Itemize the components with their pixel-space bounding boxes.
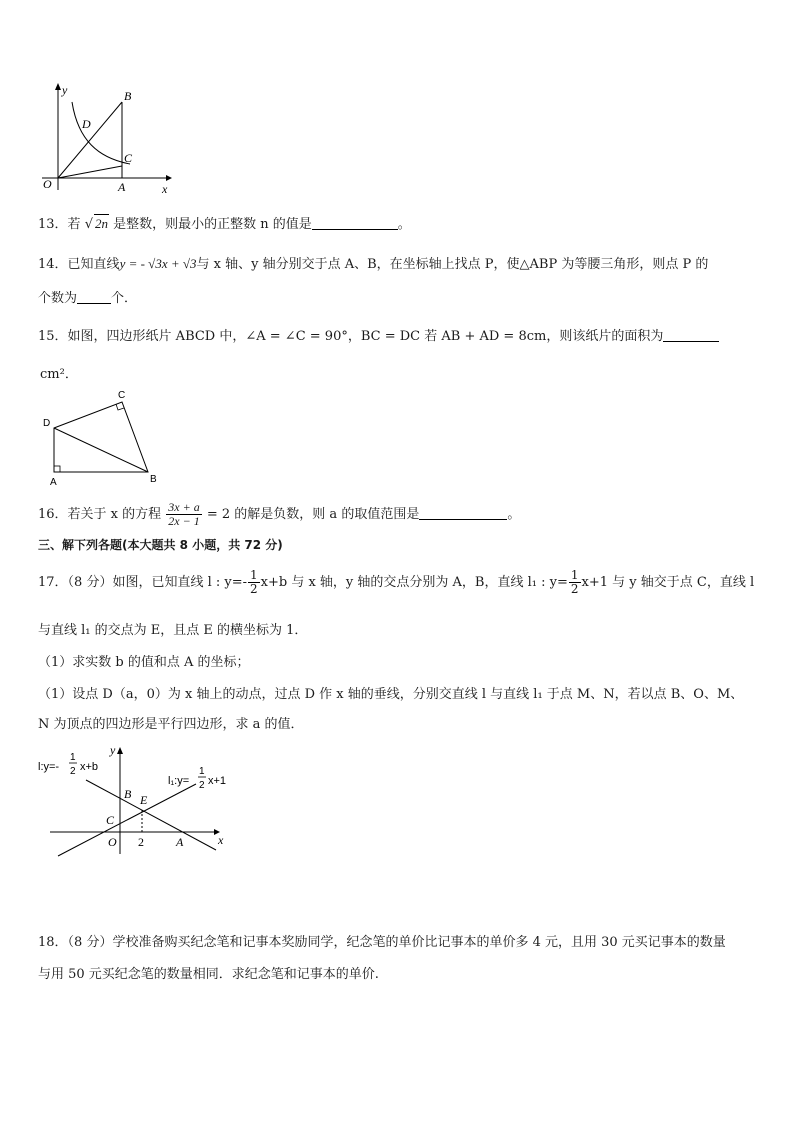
answer-blank[interactable]	[419, 507, 507, 520]
graph-figure-q12	[38, 80, 178, 200]
question-17	[38, 568, 754, 598]
label-y: y	[110, 744, 116, 757]
question-17-part-2: （1）设点 D（a，0）为 x 轴上的动点，过点 D 作 x 轴的垂线，分别交直线 l 与直线 l₁ 于点 M、N，若以点 B、O、M、	[38, 687, 744, 702]
label-o: O	[108, 835, 117, 849]
label-o: O	[43, 177, 52, 191]
hyperbola-curve	[72, 102, 130, 164]
quadrilateral-abcd	[54, 402, 148, 472]
question-number: 14．	[38, 257, 68, 272]
label-a: A	[50, 477, 57, 486]
q14-text-2: 与 x 轴、y 轴分别交于点 A、B，在坐标轴上找点 P，使△ABP 为等腰三角形，则点 P 的	[196, 257, 709, 272]
q15-text-1: 如图，四边形纸片 ABCD 中，∠A = ∠C = 90°，BC = DC 若 AB + AD = 8cm，则该纸片的面积为	[67, 329, 664, 344]
fraction-denominator: 2	[570, 582, 579, 596]
label-l1-equation-a: l₁:y=	[168, 775, 190, 787]
label-l-fraction-den: 2	[70, 766, 76, 777]
label-d: D	[82, 117, 91, 131]
question-17-line-2: 与直线 l₁ 的交点为 E，且点 E 的横坐标为 1．	[38, 623, 308, 638]
question-number: 15．	[38, 329, 68, 344]
q16-text-2: = 2 的解是负数，则 a 的取值范围是	[206, 507, 420, 522]
label-l-fraction-num: 1	[70, 752, 76, 763]
question-number: 13．	[38, 217, 68, 232]
section-heading: 三、解下列各题(本大题共 8 小题，共 72 分)	[38, 538, 283, 552]
question-17-part-1: （1）求实数 b 的值和点 A 的坐标；	[38, 655, 250, 670]
q13-text-1: 若	[67, 217, 81, 232]
q14-equation: y = - √3x + √3	[119, 256, 197, 271]
label-a: A	[176, 835, 184, 849]
label-c: C	[106, 813, 115, 827]
q16-end: 。	[507, 507, 521, 522]
q16-text-1: 若关于 x 的方程	[67, 507, 162, 522]
fraction-numerator: 3x + a	[168, 500, 200, 514]
right-angle-mark-a	[54, 466, 60, 472]
question-13	[38, 214, 411, 234]
q17-text-3: x+1 与 y 轴交于点 C，直线 l	[581, 575, 755, 590]
question-number: 18．	[38, 935, 68, 950]
label-x: x	[162, 182, 168, 196]
q14-text-4: 个．	[111, 291, 138, 306]
q17-fraction-2	[569, 569, 581, 596]
label-l-equation-b: x+b	[80, 761, 99, 773]
x-axis-arrow	[166, 175, 172, 181]
q13-radicand: 2n	[95, 216, 108, 231]
question-14-line-2	[38, 290, 137, 308]
label-l1-equation-b: x+1	[208, 775, 227, 787]
sqrt-sign: √	[84, 217, 93, 232]
question-14	[38, 255, 708, 274]
q15-unit-end: ．	[64, 367, 78, 382]
segment-oc	[58, 166, 122, 178]
q14-text-3: 个数为	[38, 291, 78, 306]
answer-blank[interactable]	[77, 291, 111, 304]
answer-blank[interactable]	[663, 329, 719, 342]
question-18	[38, 934, 726, 952]
line-graph-figure-q17	[36, 744, 266, 862]
question-number: 17．	[38, 575, 68, 590]
q13-text-2: 是整数，则最小的正整数 n 的值是	[113, 217, 312, 232]
label-b: B	[124, 89, 132, 103]
question-number: 16．	[38, 507, 68, 522]
q17-fraction-1	[248, 569, 260, 596]
label-b: B	[150, 474, 157, 485]
quadrilateral-figure-q15	[38, 390, 168, 486]
label-d: D	[43, 418, 51, 429]
q14-text-1: 已知直线	[67, 257, 120, 272]
fraction-denominator: 2x − 1	[168, 514, 200, 528]
question-15-unit	[40, 366, 78, 384]
q13-end: 。	[397, 217, 411, 232]
label-e: E	[140, 793, 148, 807]
q17-text-2: x+b 与 x 轴，y 轴的交点分别为 A，B，直线 l₁ : y=	[260, 575, 568, 590]
tick-label-2: 2	[138, 835, 144, 849]
label-l1-fraction-den: 2	[199, 780, 205, 791]
label-l1-fraction-num: 1	[199, 766, 205, 777]
label-c: C	[118, 390, 126, 401]
answer-blank[interactable]	[312, 217, 398, 230]
label-x: x	[218, 833, 224, 847]
q18-text-1: （8 分）学校准备购买纪念笔和记事本奖励同学，纪念笔的单价比记事本的单价多 4 元，且用 30 元买记事本的数量	[67, 935, 726, 950]
q17-text-1: （8 分）如图，已知直线 l : y=-	[67, 575, 248, 590]
label-b: B	[124, 787, 132, 801]
segment-ob	[58, 102, 122, 178]
fraction-numerator: 1	[570, 568, 579, 582]
label-l-equation-a: l:y=-	[38, 761, 60, 773]
question-17-part-2-cont: N 为顶点的四边形是平行四边形，求 a 的值．	[38, 717, 304, 732]
label-c: C	[124, 151, 133, 165]
label-a: A	[118, 180, 126, 194]
question-16	[38, 500, 520, 530]
fraction-numerator: 1	[250, 568, 258, 582]
y-axis-arrow	[55, 83, 61, 90]
q15-unit: cm²	[40, 367, 65, 382]
q16-fraction	[166, 501, 201, 528]
question-15	[38, 328, 719, 346]
label-y: y	[62, 83, 68, 97]
question-18-line-2: 与用 50 元买纪念笔的数量相同．求纪念笔和记事本的单价.	[38, 967, 379, 982]
y-axis-arrow	[117, 747, 123, 754]
fraction-denominator: 2	[250, 582, 258, 596]
